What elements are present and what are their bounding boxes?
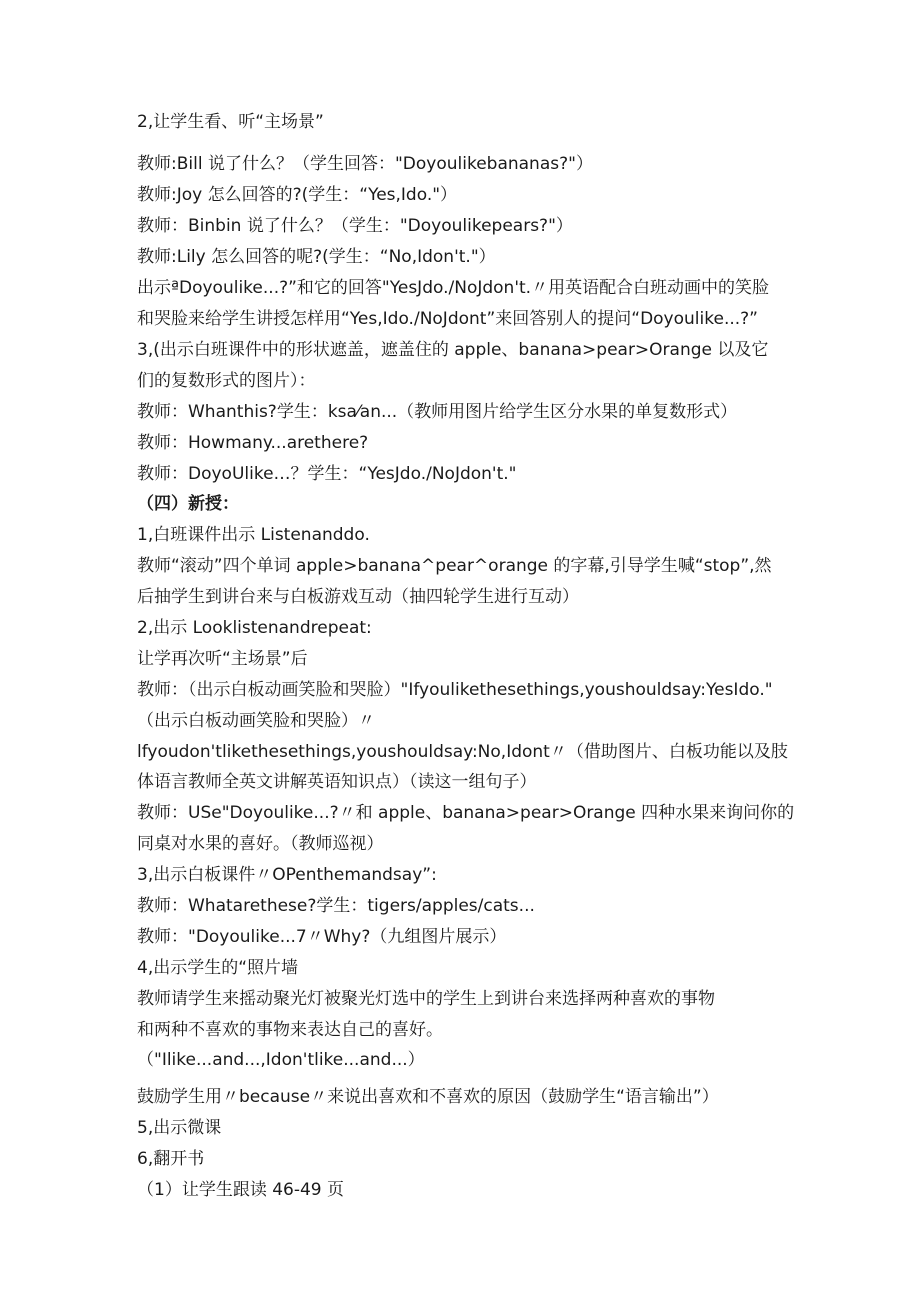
paragraph-line: 教师“滚动”四个单词 apple>banana^pear^orange 的字幕,引导学生喊“stop”,然 xyxy=(137,556,772,576)
paragraph-line: 出示ªDoyoulike...?”和它的回答"YesJdo./NoJdon't.〃用英语配合白班动画中的笑脸 xyxy=(137,278,770,298)
paragraph-line: 让学再次听“主场景”后 xyxy=(137,649,308,669)
dialog-line: 教师：Whatarethese?学生：tigers/apples/cats... xyxy=(137,896,535,916)
dialog-line: 教师：Howmany...arethere? xyxy=(137,433,369,453)
paragraph-line: 后抽学生到讲台来与白板游戏互动（抽四轮学生进行互动） xyxy=(137,587,579,607)
paragraph-line: 3,(出示白班课件中的形状遮盖，遮盖住的 apple、banana>pear>Orange 以及它 xyxy=(137,340,769,360)
paragraph-line: 2,出示 Looklistenandrepeat: xyxy=(137,618,372,638)
section-heading: （四）新授： xyxy=(137,494,239,514)
paragraph-line: 和两种不喜欢的事物来表达自己的喜好。 xyxy=(137,1020,443,1040)
dialog-line: 教师：USe"Doyoulike...?〃和 apple、banana>pear>Orange 四种水果来询问你的 xyxy=(137,803,795,823)
dialog-line: 教师：Whanthis?学生：ksa⁄an...（教师用图片给学生区分水果的单复数形式） xyxy=(137,402,738,422)
dialog-line: 教师："Doyoulike...7〃Why?（九组图片展示） xyxy=(137,927,507,947)
paragraph-line: 鼓励学生用〃because〃来说出喜欢和不喜欢的原因（鼓励学生“语言输出”） xyxy=(137,1087,719,1107)
dialog-line: 教师:Bill 说了什么？（学生回答："Doyoulikebananas?"） xyxy=(137,154,593,174)
dialog-line: 教师:Joy 怎么回答的?(学生：“Yes,Ido."） xyxy=(137,185,458,205)
paragraph-line: （出示白板动画笑脸和哭脸）〃 xyxy=(137,711,375,731)
dialog-line: 教师:Lily 怎么回答的呢?(学生：“No,Idon't."） xyxy=(137,247,496,267)
paragraph-line: 6,翻开书 xyxy=(137,1149,205,1169)
paragraph-line: 1,白班课件出示 Listenanddo. xyxy=(137,525,370,545)
paragraph-line: 同桌对水果的喜好。（教师巡视） xyxy=(137,834,384,854)
paragraph-line: lfyoudon'tlikethesethings,youshouldsay:No,Idont〃（借助图片、白板功能以及肢 xyxy=(137,742,788,762)
paragraph-line: 体语言教师全英文讲解英语知识点）（读这一组句子） xyxy=(137,772,537,792)
dialog-line: 教师：（出示白板动画笑脸和哭脸）"Ifyoulikethesethings,youshouldsay:YesIdo." xyxy=(137,680,773,700)
dialog-line: 教师：DoyoUlike…？学生：“YesJdo./NoJdon't." xyxy=(137,464,517,484)
paragraph-line: 教师请学生来摇动聚光灯被聚光灯选中的学生上到讲台来选择两种喜欢的事物 xyxy=(137,989,715,1009)
dialog-line: 教师：Binbin 说了什么？（学生："Doyoulikepears?"） xyxy=(137,216,573,236)
section-step-2: 2,让学生看、听“主场景” xyxy=(137,112,324,132)
paragraph-line: 5,出示微课 xyxy=(137,1118,222,1138)
paragraph-line: 3,出示白板课件〃OPenthemandsay”: xyxy=(137,865,437,885)
paragraph-line: 和哭脸来给学生讲授怎样用“Yes,Ido./NoJdont”来回答别人的提问“Doyoulike...?” xyxy=(137,309,758,329)
paragraph-line: （"Ilike...and...,Idon'tlike...and...） xyxy=(137,1050,425,1070)
paragraph-line: （1）让学生跟读 46-49 页 xyxy=(137,1180,345,1200)
paragraph-line: 们的复数形式的图片）： xyxy=(137,371,316,391)
paragraph-line: 4,出示学生的“照片墙 xyxy=(137,958,299,978)
